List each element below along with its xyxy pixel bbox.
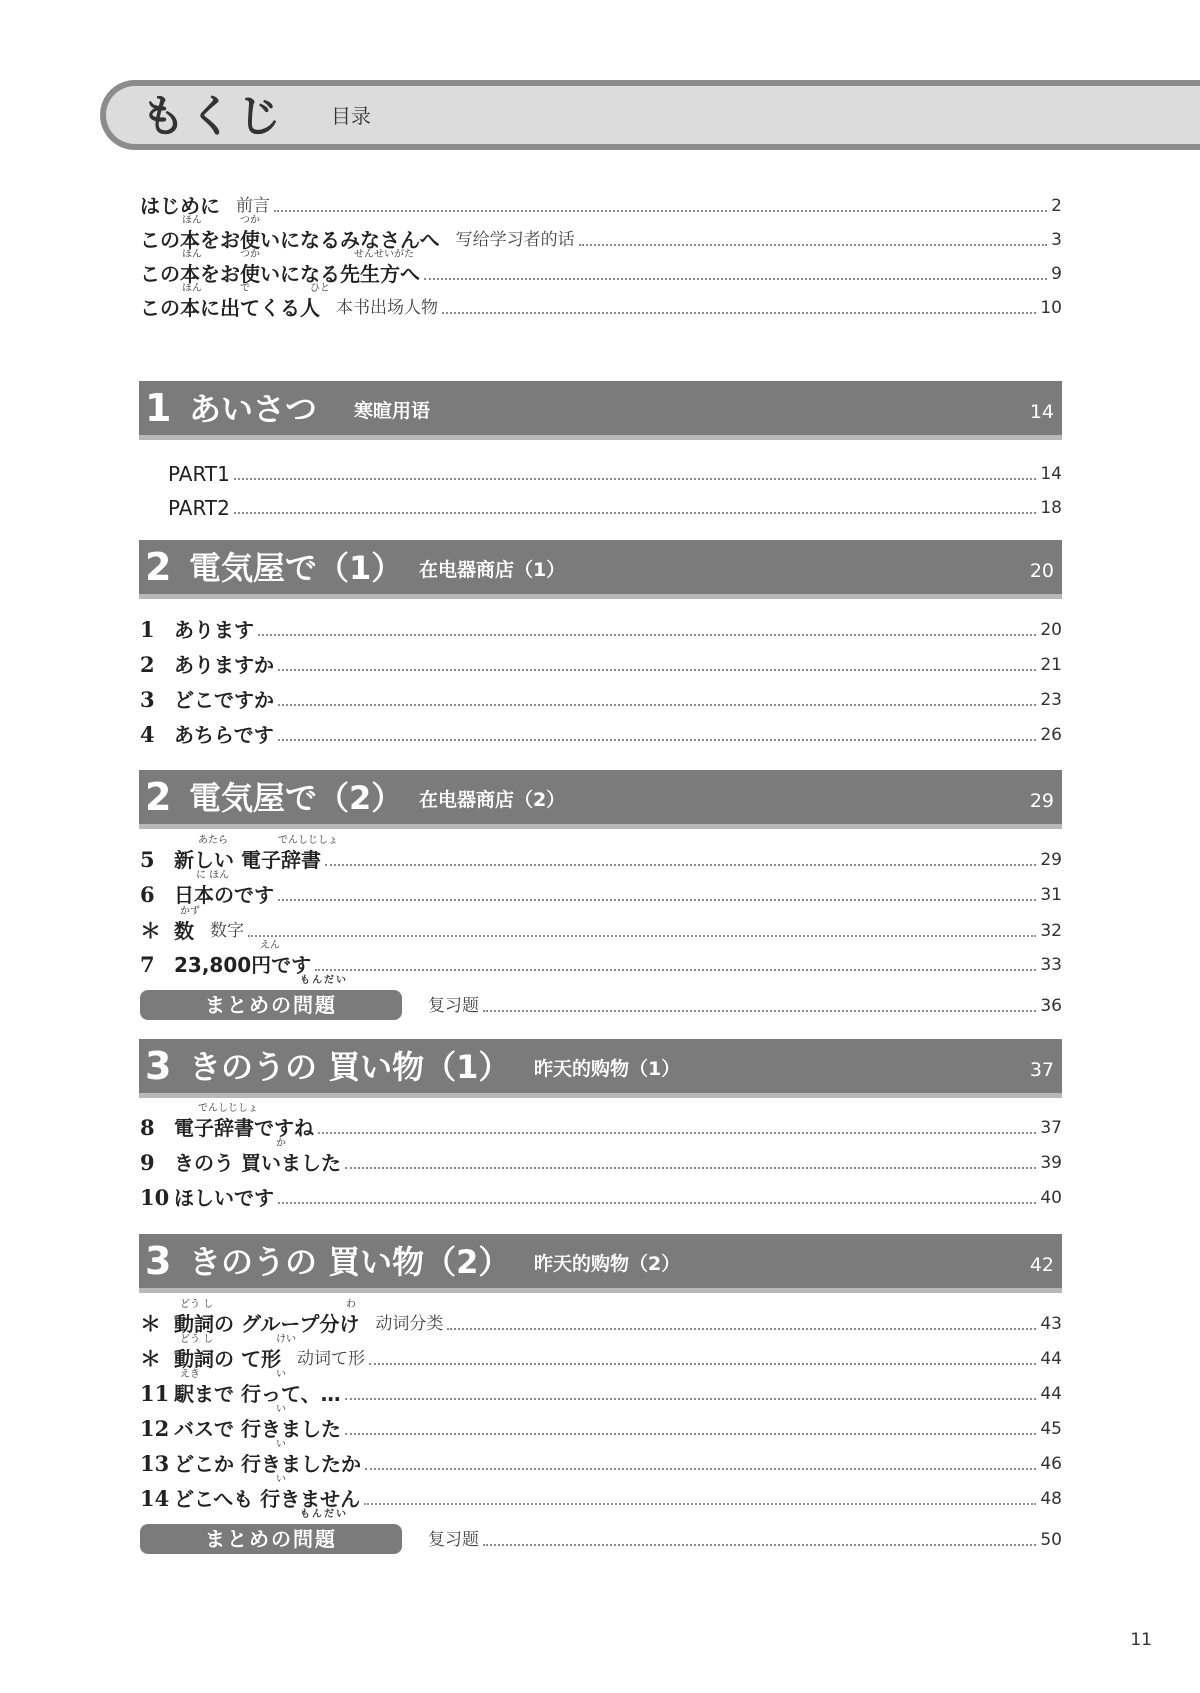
entry-title: どこですか (174, 688, 274, 712)
ruby: や (261, 759, 272, 772)
entry-title: ありますか (174, 653, 274, 677)
ruby: や (261, 529, 272, 542)
entry-page: 45 (1040, 1419, 1062, 1439)
chapter-title: あいさつ (189, 390, 318, 428)
ruby: か (345, 1223, 356, 1236)
entry-title: 数 (174, 919, 194, 943)
chapter-title: きのうの 買い物（2） (189, 1243, 511, 1281)
toc-entry[interactable] (140, 717, 1062, 749)
chapter-cn: 昨天的购物（2） (534, 1253, 681, 1275)
leader-dots (234, 512, 1037, 514)
entry-title: PART2 (168, 496, 230, 520)
entry-page: 3 (1051, 230, 1062, 250)
contents-header (100, 80, 1200, 150)
entry-title: 新しい 電子辞書 (174, 848, 321, 872)
toc-entry[interactable] (140, 1474, 1062, 1513)
review-label: まとめの問題 (205, 1527, 337, 1551)
chapter-bar-3-2[interactable] (139, 1223, 1062, 1293)
entry-page: 20 (1040, 620, 1062, 640)
entry-page: 31 (1040, 885, 1062, 905)
ruby: どう し (180, 1299, 214, 1310)
chapter-title: きのうの 買い物（1） (189, 1048, 511, 1086)
entry-page: 48 (1040, 1489, 1062, 1509)
chapter-bar-1[interactable] (139, 381, 1062, 440)
entry-number: 10 (140, 1185, 170, 1210)
ruby: ほん (182, 283, 202, 294)
ruby: き (227, 529, 238, 542)
ruby: か (345, 1028, 356, 1041)
leader-dots (442, 312, 1036, 314)
chapter-page: 37 (1029, 1059, 1054, 1081)
ruby: つか (240, 215, 260, 226)
chapter-title: 電気屋で（2） (189, 779, 404, 817)
ruby: でんしじしょ (198, 1103, 258, 1114)
entry-title: どこか 行きましたか (174, 1452, 361, 1476)
entry-title: あちらです (174, 723, 274, 747)
entry-number: 14 (140, 1486, 170, 1511)
leader-dots (447, 1328, 1036, 1330)
ruby: もの (405, 1223, 427, 1236)
entry-number: 5 (140, 847, 155, 872)
ruby: でん (191, 759, 213, 772)
entry-number: 8 (140, 1115, 155, 1140)
ruby: に ほん (196, 870, 230, 881)
entry-page: 33 (1040, 955, 1062, 975)
entry-page: 40 (1040, 1188, 1062, 1208)
ruby: えき (180, 1369, 200, 1380)
toc-entry[interactable] (140, 870, 1062, 909)
chapter-cn: 昨天的购物（1） (534, 1058, 681, 1080)
entry-cn: 动词て形 (296, 1349, 365, 1369)
entry-number: 11 (140, 1381, 170, 1406)
entry-page: 9 (1051, 264, 1062, 284)
entry-page: 44 (1040, 1384, 1062, 1404)
leader-dots (424, 278, 1047, 280)
entry-number: 4 (140, 722, 155, 747)
review-badge (140, 1509, 402, 1554)
leader-dots (278, 704, 1036, 706)
chapter-number: 3 (145, 1239, 172, 1283)
ruby: もんだい (300, 1509, 348, 1520)
entry-page: 29 (1040, 850, 1062, 870)
entry-page: 39 (1040, 1153, 1062, 1173)
entry-number: 12 (140, 1416, 170, 1441)
review-label: まとめの問題 (205, 993, 337, 1017)
entry-page: 37 (1040, 1118, 1062, 1138)
ruby: かず (180, 906, 200, 917)
ruby: どう し (180, 1334, 214, 1345)
entry-cn: 动词分类 (375, 1314, 444, 1334)
leader-dots (278, 669, 1036, 671)
ruby: か (276, 1138, 286, 1149)
leader-dots (365, 1468, 1036, 1470)
review-badge (140, 975, 402, 1020)
entry-title: あります (174, 618, 254, 642)
toc-entry[interactable] (140, 188, 1062, 220)
ruby: い (276, 1474, 286, 1485)
chapter-page: 29 (1029, 790, 1054, 812)
entry-title: 23,800円です (174, 953, 312, 977)
toc-entry[interactable] (140, 940, 1062, 979)
entry-number: 1 (140, 617, 155, 642)
leader-dots (258, 634, 1036, 636)
entry-title: 駅まで 行って、… (174, 1382, 341, 1406)
entry-title: はじめに (140, 194, 220, 218)
chapter-page: 42 (1029, 1254, 1054, 1276)
toc-entry[interactable] (140, 283, 1062, 322)
chapter-bar-2-2[interactable] (139, 759, 1062, 829)
entry-page: 2 (1051, 196, 1062, 216)
entry-cn: 前言 (236, 196, 270, 216)
entry-page: 44 (1040, 1349, 1062, 1369)
entry-page: 14 (1040, 464, 1062, 484)
leader-dots (234, 478, 1037, 480)
page-subtitle: 目录 (331, 104, 371, 128)
page-title: もくじ (141, 91, 285, 142)
ruby: い (276, 1439, 286, 1450)
entry-number: ＊ (140, 918, 161, 943)
chapter-number: 1 (145, 386, 172, 430)
chapter-number: 2 (145, 775, 172, 819)
leader-dots (278, 1202, 1036, 1204)
page-number: 11 (1130, 1630, 1152, 1650)
entry-title: 動詞の グループ分け (174, 1312, 360, 1336)
entry-title: 動詞の て形 (174, 1347, 281, 1371)
toc-entry[interactable] (140, 215, 1062, 254)
leader-dots (318, 1132, 1036, 1134)
ruby: せんせいがた (354, 249, 414, 260)
ruby: あたら (198, 835, 228, 846)
entry-number: ＊ (140, 1311, 161, 1336)
ruby: い (276, 1369, 286, 1380)
entry-title: ほしいです (174, 1186, 274, 1210)
leader-dots (325, 864, 1036, 866)
toc-entry[interactable] (140, 682, 1062, 714)
ruby: ほん (182, 215, 202, 226)
entry-cn: 本书出场人物 (336, 298, 438, 318)
toc-entry[interactable] (140, 1180, 1062, 1212)
entry-number: ＊ (140, 1346, 161, 1371)
chapter-cn: 寒暄用语 (354, 400, 431, 422)
chapter-cn: 在电器商店（2） (419, 789, 566, 811)
ruby: ほん (182, 249, 202, 260)
chapter-bar-3-1[interactable] (139, 1028, 1062, 1098)
entry-page: 23 (1040, 690, 1062, 710)
chapter-page: 20 (1029, 560, 1054, 582)
toc-entry[interactable] (140, 835, 1062, 874)
leader-dots (315, 969, 1036, 971)
entry-title: PART1 (168, 462, 230, 486)
ruby: でん (191, 529, 213, 542)
ruby: えん (260, 940, 280, 951)
entry-number: 6 (140, 882, 155, 907)
entry-cn: 复习题 (428, 996, 479, 1016)
entry-number: 9 (140, 1150, 155, 1175)
leader-dots (483, 1010, 1036, 1012)
chapter-bar-2-1[interactable] (139, 529, 1062, 599)
ruby: ひと (310, 283, 330, 294)
entry-page: 43 (1040, 1314, 1062, 1334)
entry-page: 26 (1040, 725, 1062, 745)
entry-cn: 复习题 (428, 1530, 479, 1550)
entry-page: 50 (1040, 1530, 1062, 1550)
entry-title: バスで 行きました (174, 1417, 341, 1441)
leader-dots (483, 1544, 1036, 1546)
ruby: つか (240, 249, 260, 260)
leader-dots (579, 244, 1048, 246)
entry-page: 46 (1040, 1454, 1062, 1474)
entry-number: 2 (140, 652, 155, 677)
leader-dots (369, 1363, 1036, 1365)
entry-number: 7 (140, 952, 155, 977)
entry-page: 10 (1040, 298, 1062, 318)
toc-entry[interactable] (140, 1138, 1062, 1177)
review-entry[interactable] (140, 975, 1062, 1020)
toc-entry[interactable] (140, 647, 1062, 679)
leader-dots (248, 935, 1036, 937)
toc-entry[interactable] (168, 490, 1062, 522)
entry-page: 21 (1040, 655, 1062, 675)
entry-number: 3 (140, 687, 155, 712)
leader-dots (345, 1398, 1037, 1400)
entry-cn: 写给学习者的话 (455, 230, 575, 250)
entry-page: 18 (1040, 498, 1062, 518)
entry-title: きのう 買いました (174, 1151, 341, 1175)
ruby: もんだい (300, 975, 348, 986)
chapter-page: 14 (1029, 401, 1054, 423)
entry-page: 32 (1040, 921, 1062, 941)
entry-title: この本に出てくる人 (140, 296, 320, 320)
review-entry[interactable] (140, 1509, 1062, 1554)
leader-dots (274, 210, 1047, 212)
toc-entry[interactable] (168, 456, 1062, 488)
leader-dots (278, 739, 1037, 741)
entry-cn: 数字 (210, 921, 244, 941)
entry-title: どこへも 行きません (174, 1487, 361, 1511)
ruby: わ (346, 1299, 356, 1310)
leader-dots (345, 1433, 1036, 1435)
leader-dots (364, 1503, 1036, 1505)
entry-page: 36 (1040, 996, 1062, 1016)
chapter-title: 電気屋で（1） (189, 549, 404, 587)
ruby: い (276, 1404, 286, 1415)
entry-title: 電子辞書ですね (174, 1116, 314, 1140)
entry-title: この本をお使いになるみなさんへ (140, 228, 440, 252)
ruby: き (227, 759, 238, 772)
leader-dots (278, 899, 1036, 901)
ruby: けい (276, 1334, 296, 1345)
chapter-number: 3 (145, 1044, 172, 1088)
chapter-number: 2 (145, 545, 172, 589)
entry-number: 13 (140, 1451, 170, 1476)
toc-entry[interactable] (140, 612, 1062, 644)
ruby: でんしじしょ (278, 835, 338, 846)
ruby: で (240, 283, 250, 294)
toc-entry[interactable] (140, 249, 1062, 288)
ruby: もの (405, 1028, 427, 1041)
leader-dots (345, 1167, 1036, 1169)
entry-title: この本をお使いになる先生方へ (140, 262, 420, 286)
entry-title: 日本のです (174, 883, 274, 907)
chapter-cn: 在电器商店（1） (419, 559, 566, 581)
